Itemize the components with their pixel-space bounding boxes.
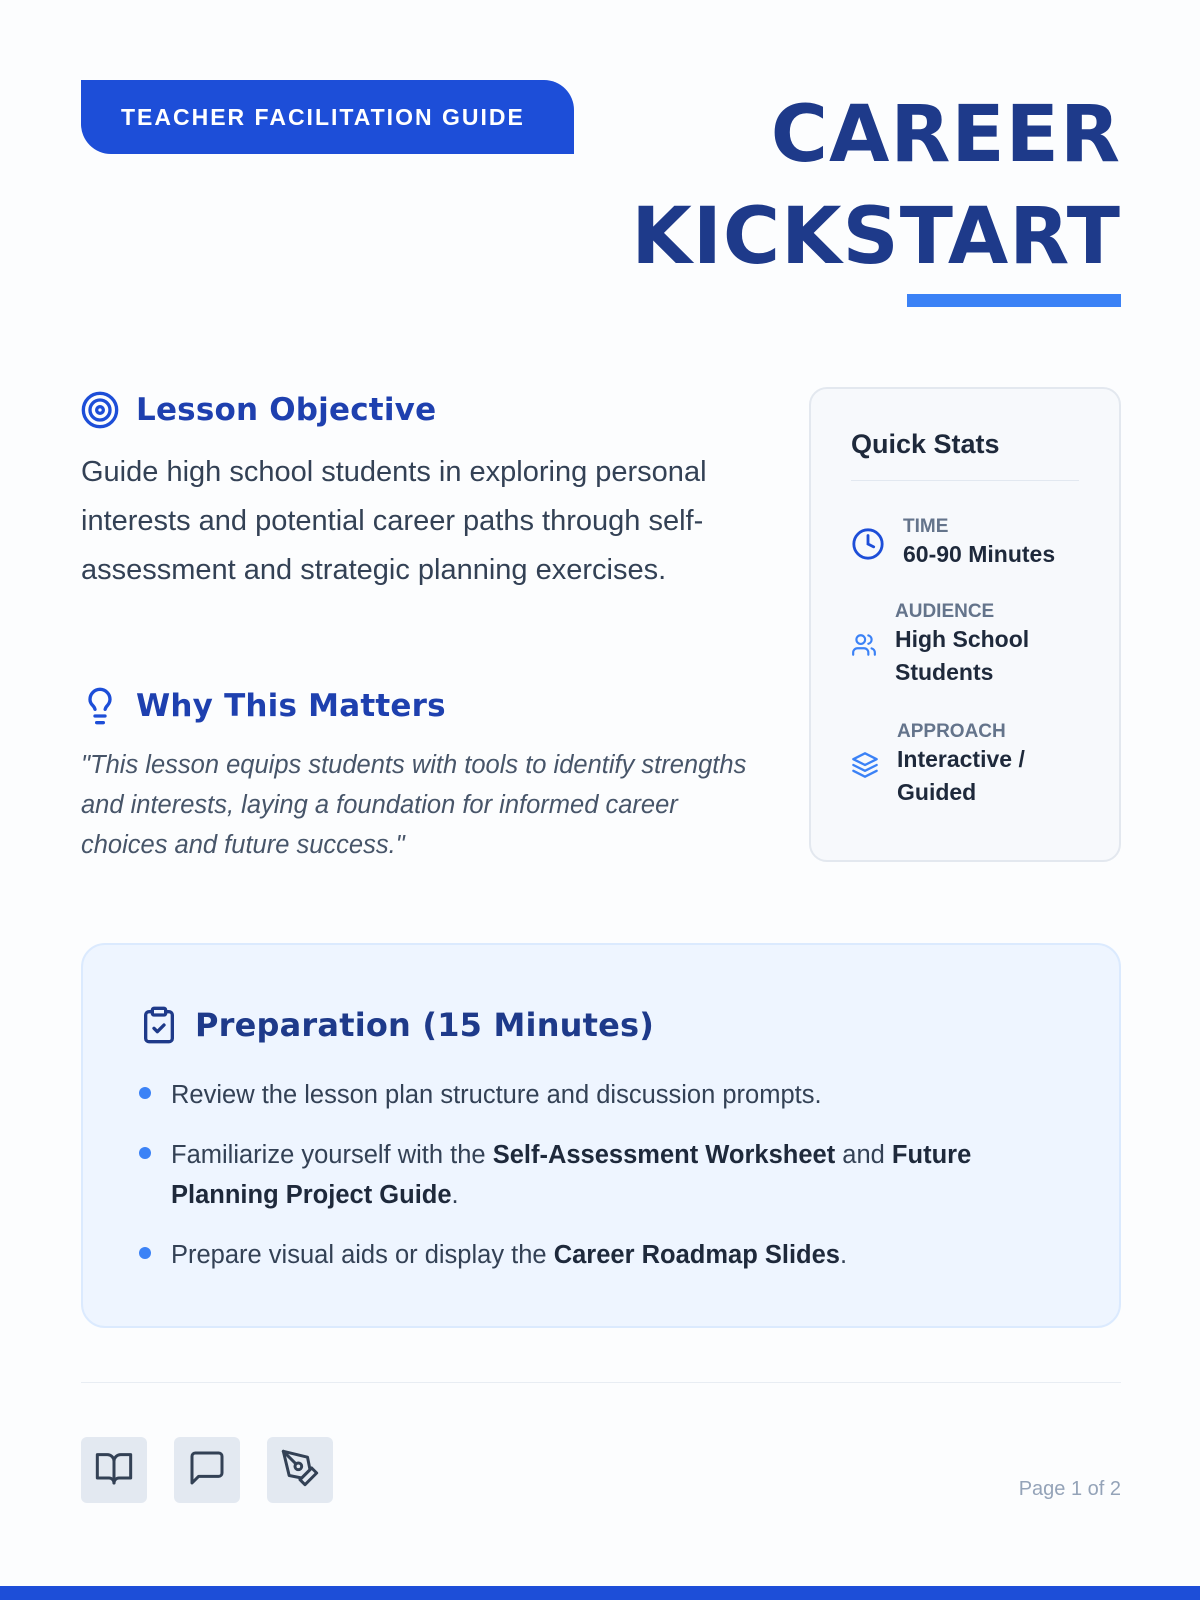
title-line-1: CAREER — [770, 90, 1121, 180]
page-number: Page 1 of 2 — [1018, 1478, 1121, 1500]
stat-value: 60-90 Minutes — [903, 541, 1056, 567]
layers-icon — [851, 751, 879, 779]
page-title — [631, 84, 1121, 288]
emphasized-text: Self-Assessment Worksheet — [492, 1141, 836, 1169]
why-heading — [80, 686, 446, 726]
stat-value: Interactive / Guided — [897, 746, 1025, 805]
item-text: . — [839, 1241, 848, 1269]
stat-approach — [851, 721, 1081, 809]
item-text: Familiarize yourself with the — [171, 1141, 493, 1169]
preparation-list — [139, 1075, 1079, 1295]
stat-audience — [851, 601, 1081, 689]
footer-divider — [81, 1382, 1121, 1383]
message-button[interactable] — [174, 1437, 240, 1503]
quick-stats-card — [809, 387, 1121, 862]
pen-tool-button[interactable] — [267, 1437, 333, 1503]
book-open-button[interactable] — [81, 1437, 147, 1503]
target-icon — [80, 390, 120, 430]
clipboard-check-icon — [139, 1005, 179, 1045]
lightbulb-icon — [80, 686, 120, 726]
list-item — [139, 1135, 1079, 1215]
item-text: and — [835, 1141, 892, 1169]
item-text: Review the lesson plan structure and discussion prompts. — [171, 1081, 822, 1109]
emphasized-text: Future Planning Project Guide — [171, 1141, 972, 1209]
stat-label: TIME — [903, 516, 949, 537]
stat-label: APPROACH — [897, 721, 1006, 742]
preparation-card — [81, 943, 1121, 1328]
header — [81, 80, 1121, 310]
item-text: . — [451, 1181, 459, 1209]
emphasized-text: Career Roadmap Slides — [553, 1241, 840, 1269]
preparation-heading-text: Preparation (15 Minutes) — [195, 1006, 655, 1044]
title-underline — [907, 294, 1121, 307]
clock-icon — [851, 527, 885, 561]
footer-icon-bar — [81, 1437, 333, 1503]
quick-stats-title: Quick Stats — [851, 429, 1079, 481]
list-item — [139, 1235, 1079, 1275]
list-item — [139, 1075, 1079, 1115]
guide-badge: TEACHER FACILITATION GUIDE — [81, 80, 574, 154]
stat-value: High School Students — [895, 626, 1030, 685]
objective-heading-text: Lesson Objective — [136, 392, 437, 428]
stat-label: AUDIENCE — [895, 601, 995, 622]
objective-heading — [80, 390, 436, 430]
stat-time — [851, 516, 1055, 571]
item-text: Prepare visual aids or display the — [171, 1241, 554, 1269]
bottom-accent-bar — [0, 1586, 1200, 1600]
preparation-heading — [139, 1005, 654, 1045]
pen-tool-icon — [280, 1448, 320, 1493]
why-heading-text: Why This Matters — [136, 688, 446, 724]
why-quote: "This lesson equips students with tools to identify strengths and interests, laying a foundation for informed career choices and future success." — [81, 751, 747, 859]
title-line-2: KICKSTART — [631, 192, 1121, 282]
book-open-icon — [94, 1448, 134, 1493]
users-icon — [851, 632, 877, 658]
objective-text: Guide high school students in exploring personal interests and potential career paths through self-assessment and strategic planning exercises. — [81, 456, 707, 586]
message-square-icon — [187, 1448, 227, 1493]
